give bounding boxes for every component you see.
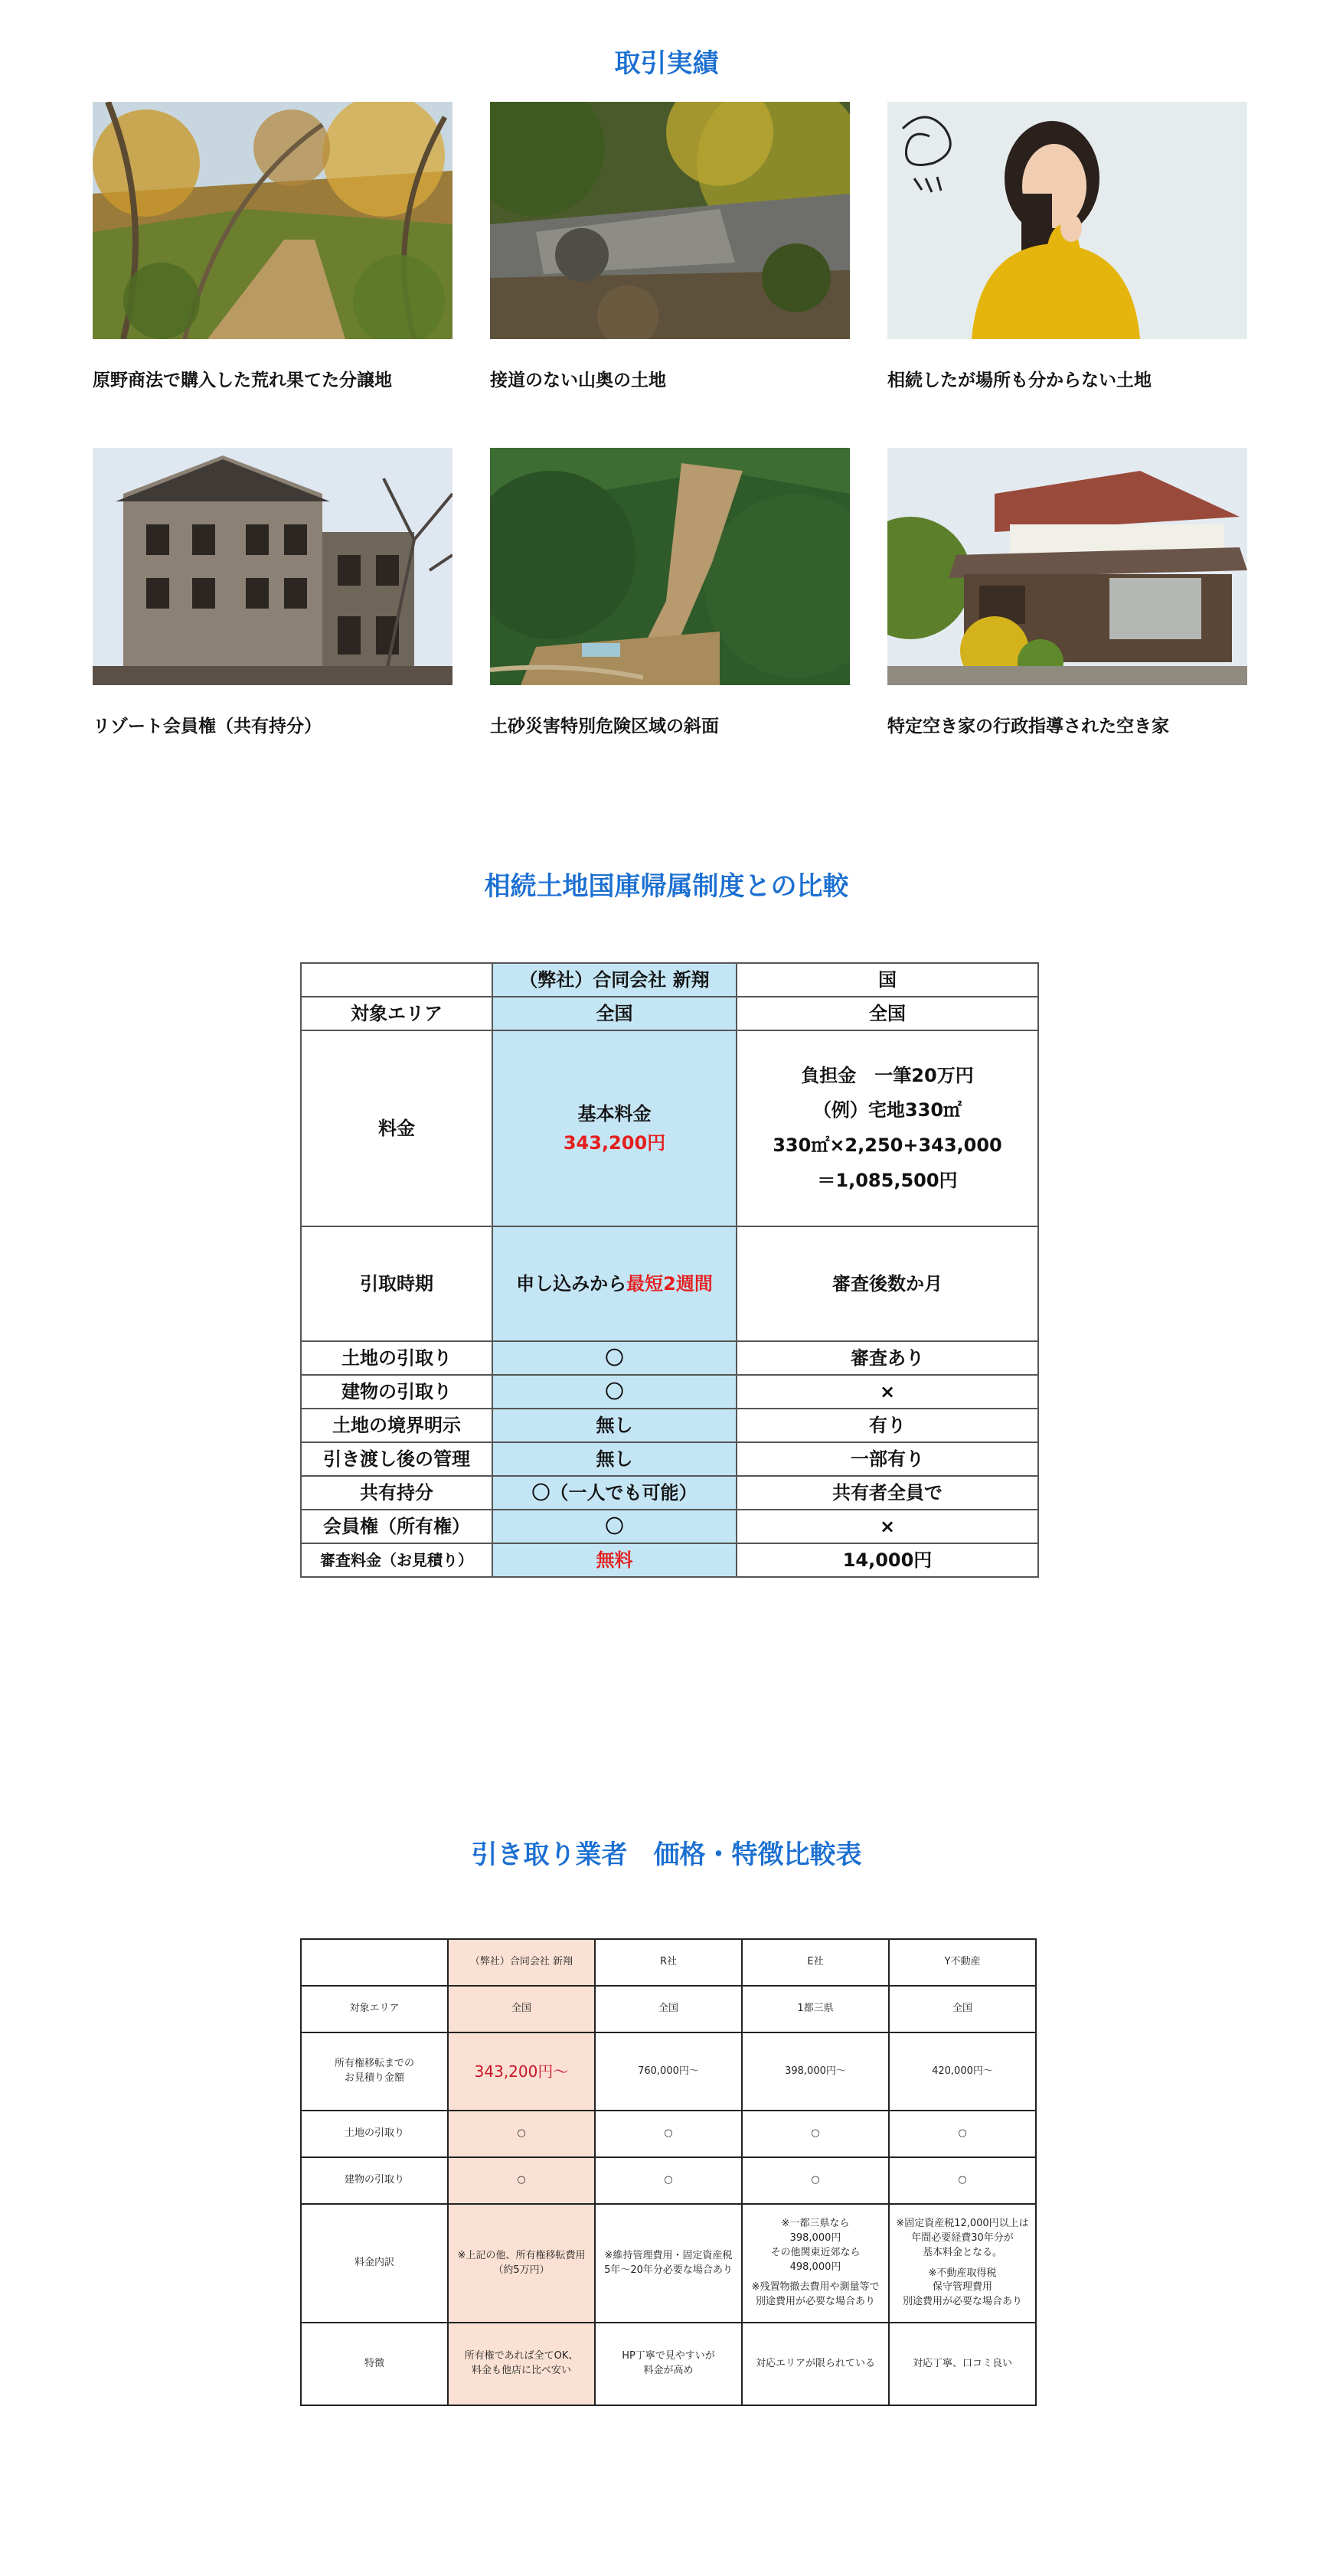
row-label: 建物の引取り [301,2157,448,2204]
company-cell: 〇 [492,1510,737,1543]
case-caption: 接道のない山奥の土地 [490,371,666,390]
row-label: 引き渡し後の管理 [301,1442,492,1476]
row-label: 審査料金（お見積り） [301,1543,492,1577]
mountain-stone-wall-photo [490,102,850,339]
vendor-cell: ○ [595,2157,742,2204]
section-title-track-record: 取引実績 [614,48,719,79]
state-fee-line: 負担金 一筆20万円 [801,1064,974,1086]
row-label: 土地の引取り [301,2111,448,2157]
case-caption: 原野商法で購入した荒れ果てた分譲地 [93,371,392,390]
vendor-cell: ○ [742,2157,889,2204]
breakdown-line: ※一都三県なら [781,2217,850,2229]
breakdown-line: ※残置物撤去費用や測量等で [751,2281,880,2294]
breakdown-line: その他関東近郊なら [770,2246,861,2258]
row-label [301,2032,448,2111]
feature-line: 料金が高め [643,2365,694,2376]
section-title-state-comparison: 相続土地国庫帰属制度との比較 [484,871,849,902]
company-cell: 〇（一人でも可能） [492,1476,737,1510]
state-cell: 共有者全員で [737,1476,1038,1510]
vendor-cell: ○ [742,2111,889,2157]
company-cell: 〇 [492,1341,737,1375]
company-cell: 無料 [492,1543,737,1577]
vacant-house-photo [887,448,1247,685]
confused-woman-photo [887,102,1247,339]
case-card[interactable] [887,448,1247,736]
row-label: 料金内訳 [301,2204,448,2323]
landslide-slope-photo [490,448,850,685]
vendor-cell: 対応丁寧、口コミ良い [889,2323,1036,2405]
state-cell: × [737,1510,1038,1543]
case-card[interactable] [93,102,453,390]
company-cell: ○ [448,2111,595,2157]
company-cell: 無し [492,1409,737,1442]
vendor-comparison-table [300,1938,1037,2406]
case-card[interactable] [93,448,453,736]
row-label: 共有持分 [301,1476,492,1510]
state-fee-line: 330㎡×2,250+343,000 [773,1135,1002,1156]
breakdown-line: ※固定資産税12,000円以上は [896,2217,1029,2229]
overgrown-forest-trail-photo [93,102,453,339]
price-label-line: 所有権移転までの [334,2058,414,2070]
company-cell [448,2323,595,2405]
state-cell [737,1030,1038,1226]
company-cell: 〇 [492,1375,737,1409]
vendor-cell: ○ [889,2157,1036,2204]
breakdown-line: ※不動産取得税 [928,2267,997,2279]
row-label: 対象エリア [301,997,492,1030]
company-cell: ○ [448,2157,595,2204]
company-cell: 全国 [492,997,737,1030]
price-label-line: お見積り金額 [344,2072,404,2084]
table-row [301,2111,1036,2157]
vendor-cell: 全国 [595,1986,742,2032]
table-row [301,1939,1036,1986]
section-title-vendor-comparison: 引き取り業者 価格・特徴比較表 [471,1840,862,1870]
company-cell: 343,200円～ [448,2032,595,2111]
header-y: Y不動産 [889,1939,1036,1986]
case-card[interactable] [490,448,850,736]
feature-line: HP丁寧で見やすいが [622,2350,715,2362]
breakdown-line: 年間必要経費30年分が [911,2232,1014,2244]
breakdown-line: ※維持管理費用・固定資産税 [604,2249,733,2261]
vendor-cell: 760,000円～ [595,2032,742,2111]
fee-basic-price: 343,200円 [563,1132,666,1154]
breakdown-line: 5年～20年分必要な場合あり [604,2264,733,2276]
vendor-cell: 1都三県 [742,1986,889,2032]
state-fee-line: （例）宅地330㎡ [812,1099,962,1121]
company-cell [492,1226,737,1341]
state-cell: 有り [737,1409,1038,1442]
table-row [301,1476,1038,1510]
table-row [301,1442,1038,1476]
table-row [301,997,1038,1030]
state-comparison-table [300,962,1039,1578]
row-label: 特徴 [301,2323,448,2405]
case-caption: 相続したが場所も分からない土地 [887,371,1152,390]
company-cell: 無し [492,1442,737,1476]
row-label: 会員権（所有権） [301,1510,492,1543]
table-row [301,1375,1038,1409]
vendor-cell: 420,000円～ [889,2032,1036,2111]
row-label: 対象エリア [301,1986,448,2032]
case-caption: 特定空き家の行政指導された空き家 [887,717,1169,736]
row-label: 引取時期 [301,1226,492,1341]
vendor-cell [595,2323,742,2405]
vendor-cell: ○ [595,2111,742,2157]
header-e: E社 [742,1939,889,1986]
abandoned-hotel-photo [93,448,453,685]
vendor-cell [889,2204,1036,2323]
breakdown-line: 別途費用が必要な場合あり [902,2296,1022,2308]
table-row [301,2157,1036,2204]
state-cell: 審査後数か月 [737,1226,1038,1341]
header-state: 国 [737,963,1038,997]
header-company: （弊社）合同会社 新翔 [448,1939,595,1986]
breakdown-line: 398,000円 [789,2232,841,2244]
header-empty-cell [301,963,492,997]
vendor-cell: ○ [889,2111,1036,2157]
row-label: 建物の引取り [301,1375,492,1409]
table-row [301,1543,1038,1577]
table-row [301,1510,1038,1543]
state-cell: 審査あり [737,1341,1038,1375]
breakdown-line: 基本料金となる。 [922,2246,1002,2258]
state-cell: 全国 [737,997,1038,1030]
company-cell [448,2204,595,2323]
feature-line: 料金も他店に比べ安い [471,2365,571,2376]
vendor-cell: 398,000円～ [742,2032,889,2111]
header-company: （弊社）合同会社 新翔 [492,963,737,997]
table-row [301,1409,1038,1442]
table-row [301,963,1038,997]
case-card[interactable] [490,102,850,390]
breakdown-line: （約5万円） [493,2264,550,2276]
table-row [301,2323,1036,2405]
row-label: 料金 [301,1030,492,1226]
timing-prefix: 申し込みから [516,1272,627,1295]
table-row [301,1986,1036,2032]
vendor-cell [595,2204,742,2323]
timing-highlight: 最短2週間 [626,1272,713,1295]
company-cell [492,1030,737,1226]
table-row [301,1341,1038,1375]
case-caption: リゾート会員権（共有持分） [93,717,322,736]
vendor-cell: 対応エリアが限られている [742,2323,889,2405]
row-label: 土地の境界明示 [301,1409,492,1442]
state-cell: 一部有り [737,1442,1038,1476]
vendor-cell [742,2204,889,2323]
header-r: R社 [595,1939,742,1986]
table-row [301,2032,1036,2111]
breakdown-line: 別途費用が必要な場合あり [755,2296,875,2308]
breakdown-line: ※上記の他、所有権移転費用 [457,2249,586,2261]
state-cell: 14,000円 [737,1543,1038,1577]
table-row [301,1030,1038,1226]
state-fee-line: ＝1,085,500円 [817,1169,958,1191]
state-cell: × [737,1375,1038,1409]
table-row [301,1226,1038,1341]
case-caption: 土砂災害特別危険区域の斜面 [490,717,719,736]
company-cell: 全国 [448,1986,595,2032]
case-card[interactable] [887,102,1247,390]
breakdown-line: 保守管理費用 [932,2281,992,2294]
row-label: 土地の引取り [301,1341,492,1375]
table-row [301,2204,1036,2323]
feature-line: 所有権であれば全てOK、 [464,2350,579,2362]
breakdown-line: 498,000円 [789,2261,841,2273]
fee-basic-label: 基本料金 [577,1102,652,1125]
vendor-cell: 全国 [889,1986,1036,2032]
header-empty-cell [301,1939,448,1986]
